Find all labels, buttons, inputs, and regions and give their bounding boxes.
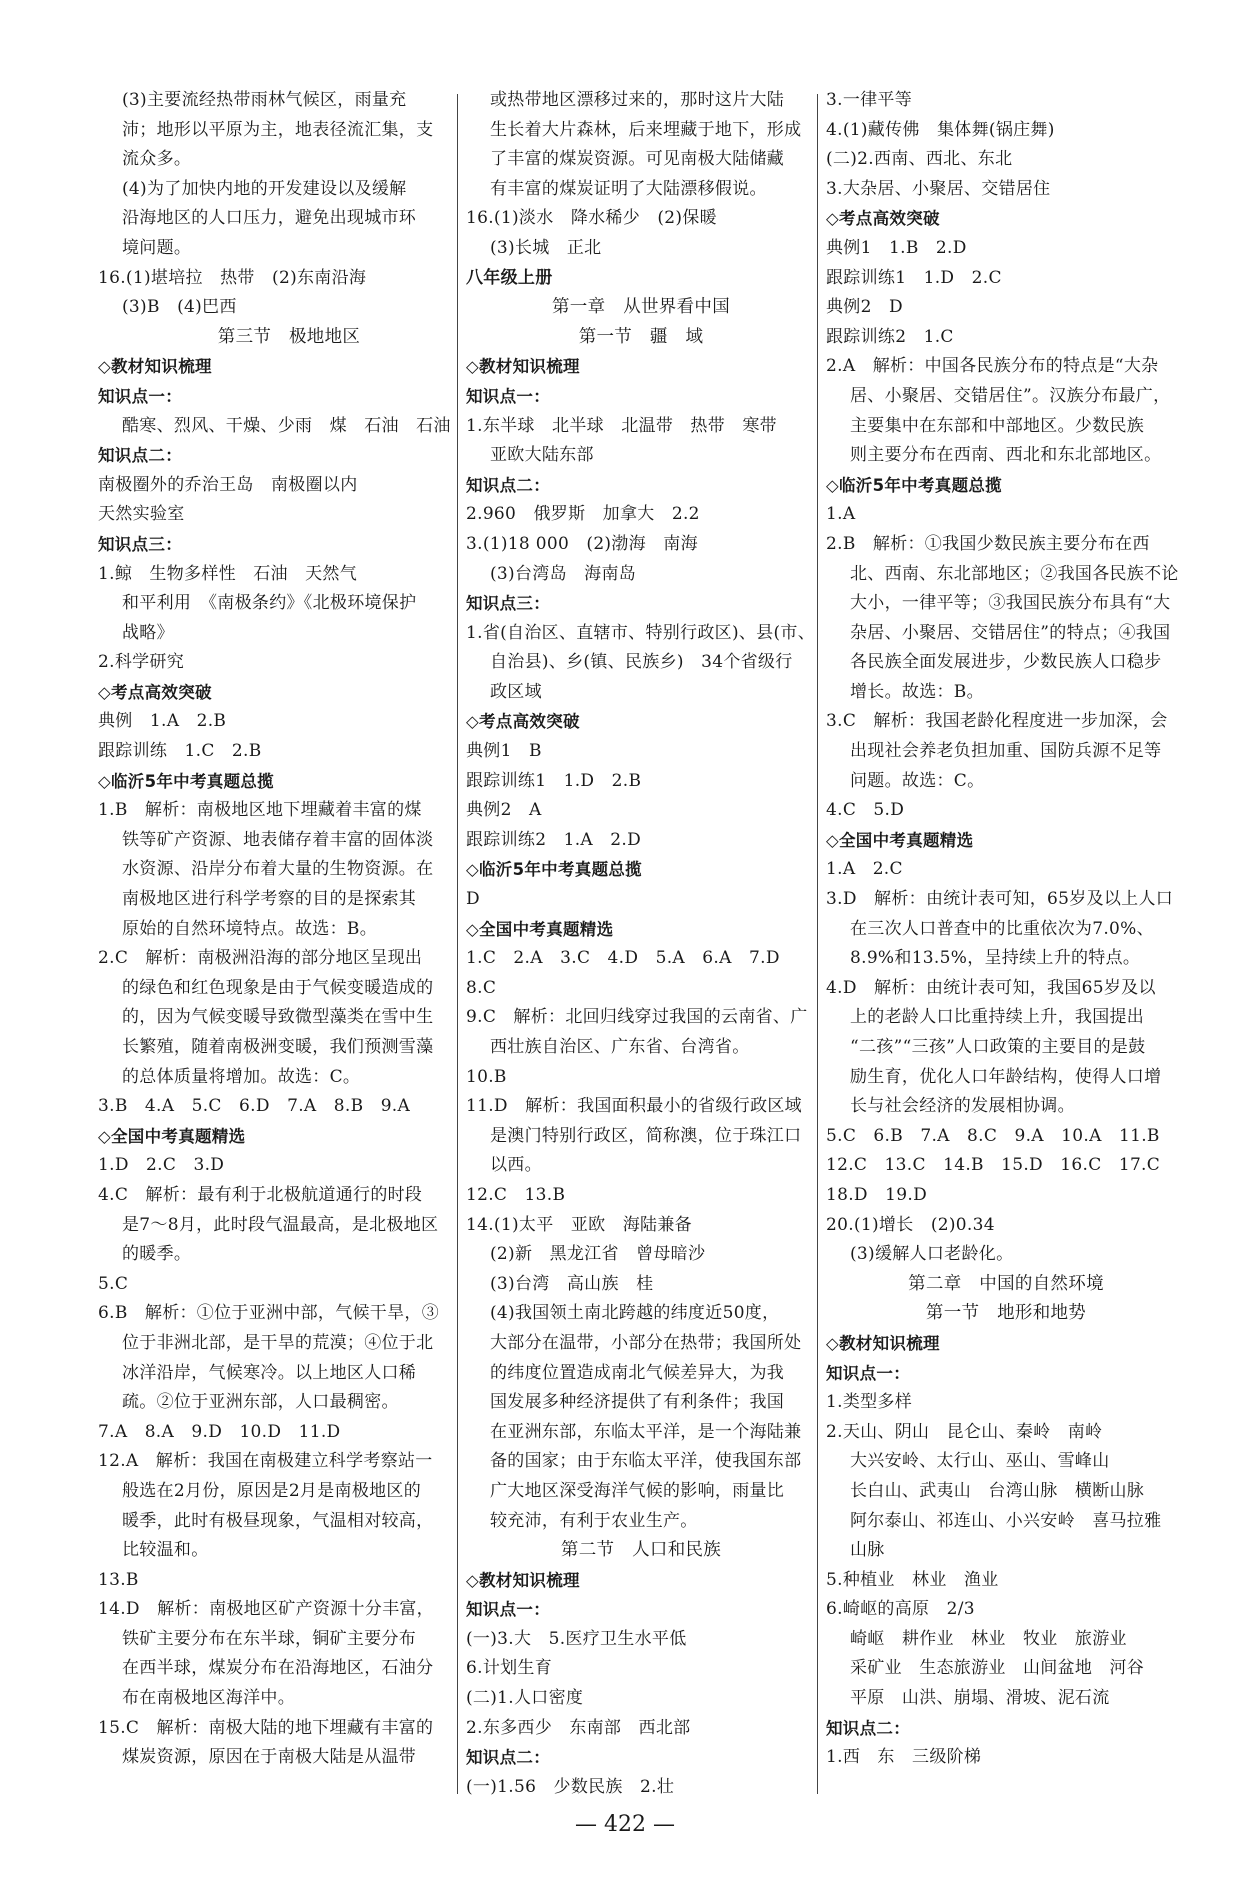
answer-line: 大部分在温带，小部分在热带；我国所处: [490, 1332, 802, 1353]
answer-line: 跟踪训练2 1.A 2.D: [466, 829, 642, 850]
answer-line: 自治县)、乡(镇、民族乡) 34个省级行: [490, 652, 793, 673]
answer-line: 20.(1)增长 (2)0.34: [826, 1214, 995, 1235]
answer-line: 长繁殖，随着南极洲变暖，我们预测雪藻: [122, 1037, 434, 1057]
answer-line: 16.(1)堪培拉 热带 (2)东南沿海: [98, 267, 367, 288]
answer-line: 原始的自然环境特点。故选：B。: [122, 918, 377, 939]
answer-line: 以西。: [490, 1155, 542, 1176]
answer-line: 广大地区深受海洋气候的影响，雨量比: [490, 1480, 785, 1501]
column-divider-2: [817, 94, 818, 1794]
answer-line: (4)我国领土南北跨越的纬度近50度，: [490, 1303, 780, 1324]
answer-line: 5.种植业 林业 渔业: [826, 1569, 999, 1590]
answer-line: 煤炭资源，原因在于南极大陆是从温带: [122, 1747, 417, 1768]
answer-line: 崎岖 耕作业 林业 牧业 旅游业: [850, 1628, 1127, 1649]
answer-line: 9.C 解析：北回归线穿过我国的云南省、广: [466, 1007, 808, 1028]
answer-line: 则主要分布在西南、西北和东北部地区。: [850, 445, 1162, 466]
answer-line: 2.C 解析：南极洲沿海的部分地区呈现出: [98, 948, 423, 969]
answer-line: 3.B 4.A 5.C 6.D 7.A 8.B 9.A: [98, 1096, 411, 1117]
section-heading: 第二章 中国的自然环境: [908, 1273, 1104, 1294]
answer-line: 南极地区进行科学考察的目的是探索其: [122, 889, 417, 910]
answer-line: 跟踪训练2 1.C: [826, 326, 954, 347]
answer-line: 长与社会经济的发展相协调。: [850, 1096, 1075, 1117]
answer-line: 15.C 解析：南极大陆的地下埋藏有丰富的: [98, 1717, 434, 1738]
answer-line: 在亚洲东部，东临太平洋，是一个海陆兼: [490, 1421, 802, 1442]
answer-column-3: [826, 86, 1186, 1773]
answer-line: 国发展多种经济提供了有利条件；我国: [490, 1392, 785, 1413]
answer-line: 2.天山、阴山 昆仑山、秦岭 南岭: [826, 1421, 1103, 1442]
section-heading: 第一节 地形和地势: [925, 1303, 1087, 1324]
answer-line: 典例2 A: [466, 800, 542, 821]
answer-line: 生长着大片森林，后来埋藏于地下，形成: [490, 119, 802, 140]
answer-line: 的绿色和红色现象是由于气候变暖造成的: [122, 977, 434, 998]
answer-line: 西壮族自治区、广东省、台湾省。: [490, 1037, 750, 1057]
answer-line: 山脉: [850, 1540, 885, 1561]
subsection-heading: ◇全国中考真题精选: [826, 830, 974, 850]
answer-line: 沛；地形以平原为主，地表径流汇集，支: [122, 119, 434, 140]
answer-line: 1.C 2.A 3.C 4.D 5.A 6.A 7.D: [466, 948, 780, 969]
section-heading: 第一节 疆 域: [578, 326, 704, 347]
answer-line: 3.大杂居、小聚居、交错居住: [826, 178, 1051, 199]
answer-line: 杂居、小聚居、交错居住”的特点；④我国: [850, 622, 1171, 643]
answer-line: 铁等矿产资源、地表储存着丰富的固体淡: [122, 829, 434, 850]
answer-line: 出现社会养老负担加重、国防兵源不足等: [850, 741, 1162, 762]
subsection-heading: ◇教材知识梳理: [98, 357, 212, 377]
subsection-heading: ◇教材知识梳理: [466, 357, 580, 377]
answer-line: 3.(1)18 000 (2)渤海 南海: [466, 533, 698, 554]
answer-line: 14.(1)太平 亚欧 海陆兼备: [466, 1214, 692, 1235]
answer-line: 典例 1.A 2.B: [98, 711, 227, 732]
answer-line: 上的老龄人口比重持续上升，我国提出: [850, 1007, 1145, 1028]
answer-line: 6.崎岖的高原 2/3: [826, 1599, 975, 1620]
answer-line: 是7～8月，此时段气温最高，是北极地区: [122, 1214, 439, 1235]
answer-line: 跟踪训练 1.C 2.B: [98, 741, 262, 762]
answer-line: 战略》: [122, 622, 174, 643]
answer-line: 政区域: [490, 681, 542, 702]
answer-line: 在西半球，煤炭分布在沿海地区，石油分: [122, 1658, 434, 1679]
answer-line: 大兴安岭、太行山、巫山、雪峰山: [850, 1451, 1110, 1472]
answer-line: 平原 山洪、崩塌、滑坡、泥石流: [850, 1688, 1110, 1709]
answer-line: 1.东半球 北半球 北温带 热带 寒带: [466, 415, 777, 436]
answer-line: 4.C 解析：最有利于北极航道通行的时段: [98, 1184, 423, 1205]
answer-line: 4.C 5.D: [826, 800, 905, 821]
answer-line: 4.(1)藏传佛 集体舞(锅庄舞): [826, 119, 1055, 140]
answer-line: 长白山、武夷山 台湾山脉 横断山脉: [850, 1480, 1145, 1501]
answer-line: 16.(1)淡水 降水稀少 (2)保暖: [466, 208, 717, 229]
subsection-heading: 知识点二：: [466, 475, 550, 495]
subsection-heading: ◇教材知识梳理: [466, 1570, 580, 1590]
answer-line: 12.C 13.C 14.B 15.D 16.C 17.C: [826, 1155, 1161, 1176]
answer-line: 10.B: [466, 1066, 507, 1087]
answer-line: 18.D 19.D: [826, 1184, 928, 1205]
answer-line: 3.一律平等: [826, 90, 913, 110]
answer-line: 的，因为气候变暖导致微型藻类在雪中生: [122, 1007, 434, 1028]
answer-line: 8.9%和13.5%，呈持续上升的特点。: [850, 948, 1141, 969]
subsection-heading: 知识点二：: [826, 1718, 910, 1738]
answer-line: 暖季，此时有极昼现象，气温相对较高，: [122, 1510, 434, 1531]
answer-line: 1.B 解析：南极地区地下埋藏着丰富的煤: [98, 800, 422, 821]
subsection-heading: 知识点二：: [98, 446, 182, 466]
answer-line: 有丰富的煤炭证明了大陆漂移假说。: [490, 178, 767, 199]
subsection-heading: ◇考点高效突破: [466, 712, 580, 732]
answer-line: 励生育，优化人口年龄结构，使得人口增: [850, 1066, 1162, 1087]
answer-line: (2)新 黑龙江省 曾母暗沙: [490, 1244, 706, 1265]
answer-line: 1.鲸 生物多样性 石油 天然气: [98, 563, 358, 584]
answer-line: 13.B: [98, 1569, 139, 1590]
subsection-heading: ◇教材知识梳理: [826, 1333, 940, 1353]
answer-line: 12.C 13.B: [466, 1184, 566, 1205]
subsection-heading: 知识点三：: [466, 594, 550, 614]
answer-line: 水资源、沿岸分布着大量的生物资源。在: [122, 859, 434, 880]
answer-line: (二)2.西南、西北、东北: [826, 149, 1013, 170]
answer-line: 的总体质量将增加。故选：C。: [122, 1066, 361, 1087]
section-heading: 第二节 人口和民族: [560, 1540, 722, 1561]
answer-line: 增长。故选：B。: [850, 681, 984, 702]
answer-line: D: [466, 889, 480, 910]
answer-line: 跟踪训练1 1.D 2.C: [826, 267, 1002, 288]
answer-column-2: [466, 86, 816, 1802]
subsection-heading: 知识点一：: [466, 1600, 550, 1620]
answer-line: 居、小聚居、交错居住”。汉族分布最广，: [850, 385, 1171, 406]
answer-line: 5.C 6.B 7.A 8.C 9.A 10.A 11.B: [826, 1125, 1160, 1146]
subsection-heading: 知识点二：: [466, 1748, 550, 1768]
answer-line: 和平利用 《南极条约》《北极环境保护: [122, 593, 417, 614]
answer-line: 14.D 解析：南极地区矿产资源十分丰富，: [98, 1599, 434, 1620]
answer-line: 或热带地区漂移过来的，那时这片大陆: [490, 90, 785, 110]
answer-line: 境问题。: [122, 237, 192, 258]
answer-line: 2.科学研究: [98, 652, 185, 673]
answer-line: 布在南极地区海洋中。: [122, 1688, 295, 1709]
answer-line: (3)台湾 高山族 桂: [490, 1273, 654, 1294]
answer-line: 天然实验室: [98, 504, 185, 525]
answer-line: 典例2 D: [826, 297, 903, 318]
answer-line: 主要集中在东部和中部地区。少数民族: [850, 415, 1145, 436]
answer-line: (3)长城 正北: [490, 237, 602, 258]
answer-line: (一)3.大 5.医疗卫生水平低: [466, 1628, 687, 1649]
answer-line: 跟踪训练1 1.D 2.B: [466, 770, 642, 791]
answer-line: 12.A 解析：我国在南极建立科学考察站一: [98, 1451, 433, 1472]
answer-line: 1.A: [826, 504, 856, 525]
answer-line: 6.计划生育: [466, 1658, 553, 1679]
answer-line: 2.东多西少 东南部 西北部: [466, 1717, 691, 1738]
section-heading: 第一章 从世界看中国: [552, 297, 730, 318]
section-heading: 第三节 极地地区: [217, 326, 361, 347]
answer-line: 2.B 解析：①我国少数民族主要分布在西: [826, 533, 1150, 554]
answer-line: 各民族全面发展进步，少数民族人口稳步: [850, 652, 1162, 673]
subsection-heading: ◇临沂5年中考真题总揽: [826, 475, 1002, 495]
answer-line: (一)1.56 少数民族 2.壮: [466, 1776, 675, 1797]
subsection-heading: 知识点三：: [98, 534, 182, 554]
answer-line: 7.A 8.A 9.D 10.D 11.D: [98, 1421, 341, 1442]
page-number: — 422 —: [575, 1812, 675, 1837]
answer-line: 亚欧大陆东部: [490, 445, 594, 466]
answer-line: (4)为了加快内地的开发建设以及缓解: [122, 178, 407, 199]
answer-line: 3.D 解析：由统计表可知，65岁及以上人口: [826, 889, 1174, 910]
answer-line: 1.A 2.C: [826, 859, 903, 880]
answer-line: 5.C: [98, 1273, 129, 1294]
answer-line: (3)B (4)巴西: [122, 297, 237, 318]
answer-line: 1.西 东 三级阶梯: [826, 1747, 982, 1768]
subsection-heading: 知识点一：: [98, 386, 182, 406]
answer-line: 铁矿主要分布在东半球，铜矿主要分布: [122, 1628, 417, 1649]
answer-line: 在三次人口普查中的比重依次为7.0%、: [850, 918, 1154, 939]
answer-line: 11.D 解析：我国面积最小的省级行政区域: [466, 1096, 802, 1117]
answer-line: 2.960 俄罗斯 加拿大 2.2: [466, 504, 700, 525]
answer-line: 的纬度位置造成南北气候差异大，为我: [490, 1362, 785, 1383]
grade-heading: 八年级上册: [466, 267, 553, 288]
answer-line: 沿海地区的人口压力，避免出现城市环: [122, 208, 417, 229]
answer-line: 问题。故选：C。: [850, 770, 985, 791]
subsection-heading: ◇全国中考真题精选: [466, 919, 614, 939]
answer-line: 阿尔泰山、祁连山、小兴安岭 喜马拉雅: [850, 1510, 1162, 1531]
answer-column-1: [98, 86, 480, 1773]
answer-line: 1.D 2.C 3.D: [98, 1155, 225, 1176]
answer-line: 备的国家；由于东临太平洋，使我国东部: [490, 1451, 802, 1472]
answer-line: 较充沛，有利于农业生产。: [490, 1510, 698, 1531]
answer-line: 般选在2月份，原因是2月是南极地区的: [122, 1480, 422, 1501]
answer-line: 典例1 1.B 2.D: [826, 237, 967, 258]
answer-line: 位于非洲北部，是干旱的荒漠；④位于北: [122, 1332, 434, 1353]
answer-line: 疏。②位于亚洲东部，人口最稠密。: [122, 1392, 399, 1413]
subsection-heading: ◇考点高效突破: [98, 682, 212, 702]
subsection-heading: ◇临沂5年中考真题总揽: [466, 860, 642, 880]
answer-line: 流众多。: [122, 149, 192, 170]
subsection-heading: ◇临沂5年中考真题总揽: [98, 771, 274, 791]
answer-line: 8.C: [466, 977, 497, 998]
subsection-heading: ◇全国中考真题精选: [98, 1126, 246, 1146]
answer-line: 是澳门特别行政区，简称澳，位于珠江口: [490, 1125, 802, 1146]
subsection-heading: 知识点一：: [466, 386, 550, 406]
answer-line: 酷寒、烈风、干燥、少雨 煤 石油 石油: [122, 415, 451, 436]
answer-line: 3.C 解析：我国老龄化程度进一步加深，会: [826, 711, 1168, 732]
answer-line: 采矿业 生态旅游业 山间盆地 河谷: [850, 1658, 1145, 1679]
answer-line: (3)缓解人口老龄化。: [850, 1244, 1014, 1265]
answer-line: 的暖季。: [122, 1244, 192, 1265]
answer-line: 了丰富的煤炭资源。可见南极大陆储藏: [490, 149, 785, 170]
answer-line: (3)台湾岛 海南岛: [490, 563, 637, 584]
answer-line: 冰洋沿岸，气候寒冷。以上地区人口稀: [122, 1362, 417, 1383]
answer-line: (二)1.人口密度: [466, 1688, 584, 1709]
subsection-heading: ◇考点高效突破: [826, 209, 940, 229]
answer-line: 大小，一律平等；③我国民族分布具有“大: [850, 593, 1171, 614]
answer-line: 比较温和。: [122, 1540, 209, 1561]
answer-line: (3)主要流经热带雨林气候区，雨量充: [122, 90, 407, 110]
answer-line: 6.B 解析：①位于亚洲中部，气候干旱，③: [98, 1303, 440, 1324]
answer-line: 南极圈外的乔治王岛 南极圈以内: [98, 474, 358, 495]
answer-line: 典例1 B: [466, 741, 542, 762]
answer-line: 1.类型多样: [826, 1392, 913, 1413]
answer-line: “二孩”“三孩”人口政策的主要目的是鼓: [850, 1037, 1146, 1057]
answer-line: 1.省(自治区、直辖市、特别行政区)、县(市、: [466, 622, 816, 643]
answer-line: 4.D 解析：由统计表可知，我国65岁及以: [826, 977, 1156, 998]
answer-line: 2.A 解析：中国各民族分布的特点是“大杂: [826, 356, 1159, 377]
subsection-heading: 知识点一：: [826, 1363, 910, 1383]
answer-line: 北、西南、东北部地区；②我国各民族不论: [850, 563, 1179, 584]
